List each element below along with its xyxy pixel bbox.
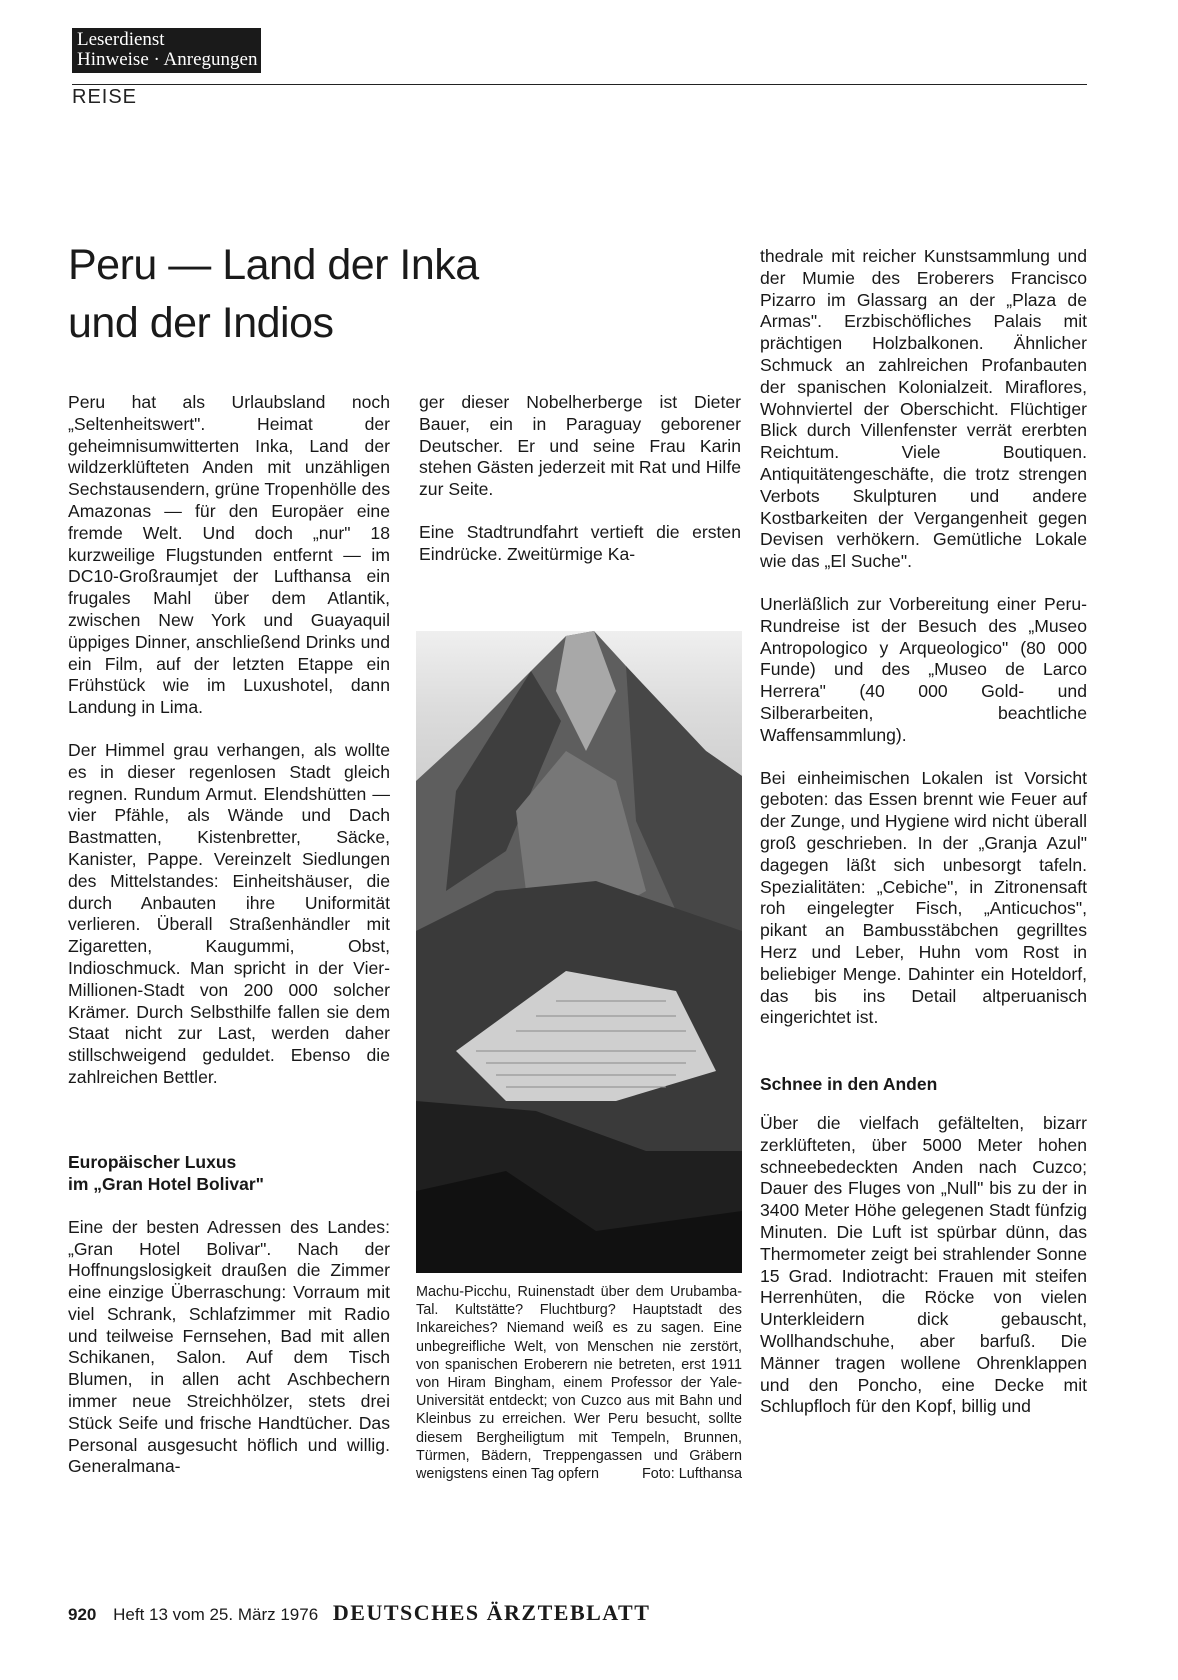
magazine-name: DEUTSCHES ÄRZTEBLATT xyxy=(332,1600,651,1625)
section-tag-line1: Leserdienst xyxy=(77,29,165,50)
paragraph: Eine der besten Adressen des Landes: „Gran Hotel Bolivar". Nach der Hoffnungslosigkeit draußen die Zimmer eine einzige Überraschung: Vorraum mit viel Schrank, Schlafzimmer mit Radio und teilweise Fernsehen, Bad mit allen Schikanen, Salon. Auf dem Tisch Blumen, in allen acht Aschbechern immer neue Streichhölzer, stets drei Stück Seife und frische Handtücher. Das Personal ausgesucht höflich und willig. Generalmana- xyxy=(68,1216,390,1477)
subheading-line1: Europäischer Luxus xyxy=(68,1151,237,1172)
page-footer xyxy=(68,1600,650,1626)
paragraph: Peru hat als Urlaubsland noch „Seltenheitswert". Heimat der geheimnisumwitterten Inka, Land der wildzerklüfteten Anden mit unzähligen Sechstausendern, grüne Tropenhölle des Amazonas — für den Europäer eine fremde Welt. Und doch „nur" 18 kurzweilige Flugstunden entfernt — im DC10-Großraumjet der Lufthansa ein frugales Mahl über dem Atlantik, zwischen New York und Guayaquil üppiges Dinner, anschließend Drinks und ein Film, auf der letzten Etappe ein Frühstück wie im Luxushotel, dann Landung in Lima. xyxy=(68,392,390,718)
paragraph: Über die vielfach gefältelten, bizarr zerklüfteten, über 5000 Meter hohen schneebedeckten Anden nach Cuzco; Dauer des Fluges von „Null" bis zu der in 3400 Meter Höhe gelegenen Stadt fünfzig Minuten. Die Luft ist spürbar dünn, das Thermometer zeigt bei strahlender Sonne 15 Grad. Indiotracht: Frauen mit steifen Herrenhüten, die Röcke von vielen Unterkleidern dick gebauscht, Wollhandschuhe, aber barfuß. Die Männer tragen wollene Ohrenklappen und den Poncho, eine Decke mit Schlupfloch für den Kopf, billig und xyxy=(760,1113,1087,1417)
machu-picchu-photo xyxy=(416,631,742,1273)
column-1 xyxy=(68,392,390,1499)
article-title xyxy=(68,236,479,352)
header-rule xyxy=(72,84,1087,85)
section-tag-line2: Hinweise · Anregungen xyxy=(77,49,258,70)
subheading xyxy=(68,1151,390,1195)
section-label: REISE xyxy=(72,86,138,108)
photo-caption xyxy=(416,1283,742,1483)
mountain-illustration xyxy=(416,631,742,1273)
caption-text: Machu-Picchu, Ruinenstadt über dem Urubamba-Tal. Kultstätte? Fluchtburg? Hauptstadt des Inkareiches? Niemand weiß es zu sagen. Eine unbegreifliche Welt, von Menschen nie zerstört, von spanischen Eroberern nie betreten, erst 1911 von Hiram Bingham, einem Professor der Yale-Universität entdeckt; von Cuzco aus mit Bahn und Kleinbus zu erreichen. Wer Peru besucht, sollte diesem Bergheiligtum mit Tempeln, Brunnen, Türmen, Bädern, Treppengassen und Gräbern wenigstens einen Tag opfern xyxy=(416,1284,742,1483)
paragraph: Der Himmel grau verhangen, als wollte es in dieser regenlosen Stadt gleich regnen. Rundum Armut. Elendshütten — vier Pfähle, als Wände und Dach Bastmatten, Kistenbretter, Säcke, Kanister, Pappe. Vereinzelt Siedlungen des Mittelstandes: Einheitshäuser, die durch Anbauten ihre Uniformität verlieren. Überall Straßenhändler mit Zigaretten, Kaugummi, Obst, Indioschmuck. Man spricht in der Vier-Millionen-Stadt von 200 000 solcher Krämer. Durch Selbsthilfe fallen sie dem Staat nicht zur Last, werden daher stillschweigend geduldet. Ebenso die zahlreichen Bettler. xyxy=(68,739,390,1087)
paragraph: Unerläßlich zur Vorbereitung einer Peru-Rundreise ist der Besuch des „Museo Antropologico y Arqueologico" (80 000 Funde) und des „Museo de Larco Herrera" (40 000 Gold- und Silberarbeiten, beachtliche Waffensammlung). xyxy=(760,593,1087,745)
article-title-line2: und der Indios xyxy=(68,299,334,347)
paragraph: ger dieser Nobelherberge ist Dieter Bauer, ein in Paraguay geborener Deutscher. Er und seine Frau Karin stehen Gästen jederzeit mit Rat und Hilfe zur Seite. xyxy=(419,392,741,500)
column-2 xyxy=(419,392,741,587)
paragraph: thedrale mit reicher Kunstsammlung und der Mumie des Eroberers Francisco Pizarro im Glassarg an der „Plaza de Armas". Erzbischöfliches Palais mit prächtigen Holzbalkonen. Ähnlicher Schmuck an zahlreichen Profanbauten der spanischen Kolonialzeit. Miraflores, Wohnviertel der Oberschicht. Flüchtiger Blick durch Villenfenster verrät ererbten Reichtum. Viele Boutiquen. Antiquitätengeschäfte, die trotz strengen Verbots Skulpturen und andere Kostbarkeiten der Vergangenheit gegen Devisen verhökern. Gemütliche Lokale wie das „El Suche". xyxy=(760,246,1087,572)
photo-credit: Foto: Lufthansa xyxy=(641,1466,742,1483)
column-3 xyxy=(760,246,1087,1439)
subheading: Schnee in den Anden xyxy=(760,1074,938,1095)
article-title-line1: Peru — Land der Inka xyxy=(68,241,479,289)
subheading-line2: im „Gran Hotel Bolivar" xyxy=(68,1173,264,1194)
issue-info: Heft 13 vom 25. März 1976 xyxy=(113,1605,319,1624)
section-tag xyxy=(72,28,261,73)
paragraph: Bei einheimischen Lokalen ist Vorsicht geboten: das Essen brennt wie Feuer auf der Zunge, und Hygiene wird nicht überall groß geschrieben. In der „Granja Azul" dagegen läßt sich unbesorgt tafeln. Spezialitäten: „Cebiche", in Zitronensaft roh eingelegter Fisch, „Anticuchos", pikant an Bambusstäbchen gegrilltes Herz und Leber, Huhn vom Rost in beliebiger Menge. Dahinter ein Hoteldorf, das bis ins Detail altperuanisch eingerichtet ist. xyxy=(760,767,1087,1028)
paragraph: Eine Stadtrundfahrt vertieft die ersten Eindrücke. Zweitürmige Ka- xyxy=(419,521,741,564)
page-number: 920 xyxy=(68,1605,97,1624)
